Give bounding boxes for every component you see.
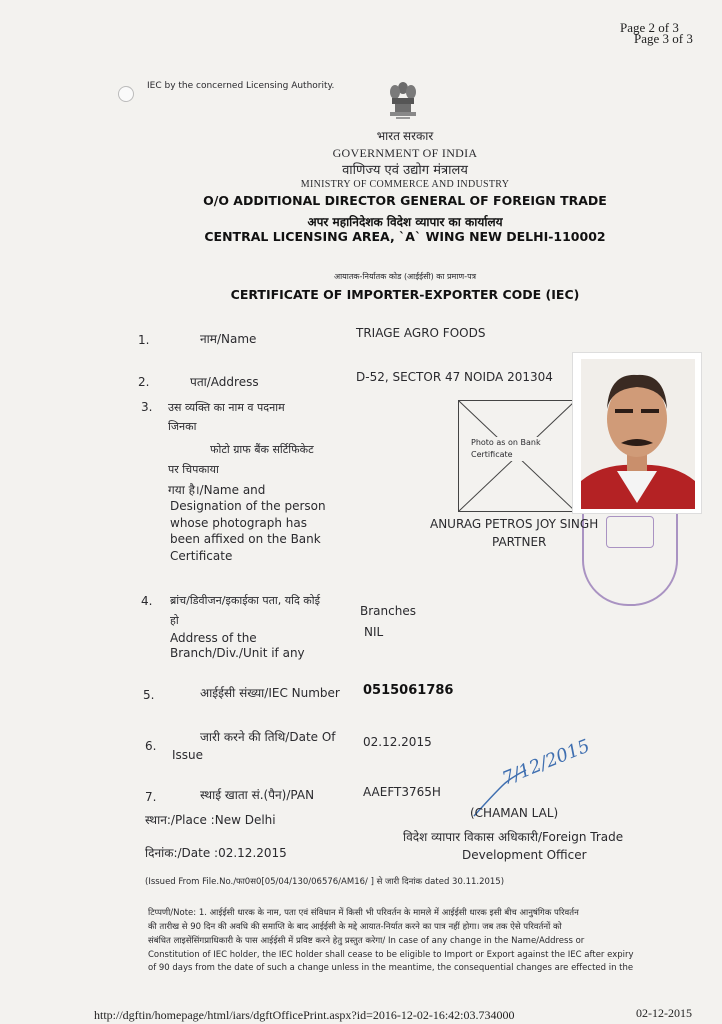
designation-label-line: Designation of the person — [170, 499, 326, 513]
date: दिनांक:/Date :02.12.2015 — [145, 846, 287, 860]
iec-number-label: आईईसी संख्या/IEC Number — [200, 686, 340, 700]
item-number: 7. — [145, 790, 157, 804]
print-date: 02-12-2015 — [636, 1006, 692, 1020]
government-title: GOVERNMENT OF INDIA — [332, 146, 478, 160]
designation-label-line: गया है।/Name and — [168, 483, 266, 497]
pan-value: AAEFT3765H — [363, 785, 441, 799]
designation-label-line: उस व्यक्ति का नाम व पदनाम — [168, 401, 285, 414]
place: स्थान:/Place :New Delhi — [145, 813, 276, 827]
hindi-office: अपर महानिदेशक विदेश व्यापार का कार्यालय — [307, 215, 503, 229]
note-line: Constitution of IEC holder, the IEC holder shall cease to be eligible to Import or Export against the IEC after expiry — [148, 950, 634, 960]
name-label: नाम/Name — [200, 332, 257, 346]
officer-title: विदेश व्यापार विकास अधिकारी/Foreign Trade — [403, 830, 624, 844]
office-title: O/O ADDITIONAL DIRECTOR GENERAL OF FOREIGN TRADE — [203, 193, 607, 208]
issue-date-value: 02.12.2015 — [363, 735, 432, 749]
address-label: पता/Address — [190, 375, 259, 389]
item-number: 6. — [145, 739, 157, 753]
photo-placeholder-box — [458, 400, 576, 512]
branches-label: Branches — [360, 604, 416, 618]
national-emblem-icon — [386, 80, 420, 122]
person-designation: PARTNER — [492, 535, 547, 549]
punch-hole — [118, 86, 134, 102]
branch-label-line: Branch/Div./Unit if any — [170, 646, 305, 660]
note-line: टिप्पणी/Note: 1. आईईसी धारक के नाम, पता एवं संविधान में किसी भी परिवर्तन के मामले में आईईसी धारक इसी बीच आनुषंगिक परिवर्तन — [148, 908, 579, 918]
page-number-overlay: Page 3 of 3 — [634, 31, 693, 46]
designation-label-line: been affixed on the Bank — [170, 532, 321, 546]
licensing-area: CENTRAL LICENSING AREA, `A` WING NEW DELHI-110002 — [204, 229, 606, 244]
hindi-certificate-title: आयातक-निर्यातक कोड (आईईसी) का प्रमाण-पत्र — [333, 272, 477, 281]
branch-label-line: ब्रांच/डिवीजन/इकाईका पता, यदि कोई — [170, 594, 321, 607]
pan-label: स्थाई खाता सं.(पैन)/PAN — [200, 788, 315, 802]
page-number: Page 2 of 3 — [620, 20, 679, 35]
issue-date-label-cont: Issue — [172, 748, 204, 762]
applicant-photograph — [572, 352, 702, 514]
note-line: of 90 days from the date of such a change unless in the meantime, the consequential changes are effected in the — [148, 963, 634, 973]
ministry-title: MINISTRY OF COMMERCE AND INDUSTRY — [300, 179, 510, 190]
officer-name: (CHAMAN LAL) — [470, 806, 559, 820]
item-number: 3. — [141, 400, 153, 414]
note-line: संबंधित लाइसेंसिंगप्राधिकारी के पास आईईसी में प्रविष्ट करने हेतु प्रस्तुत करेगा/ In case of any change in the Name/Address or — [148, 936, 585, 946]
photo-placeholder-text: Photo as on Bank Certificate — [471, 438, 541, 459]
note-line: की तारीख से 90 दिन की अवधि की समाप्ति के बाद आईईसी के मद्दे आयात-निर्यात करने का पात्र नहीं होगा। जब तक ऐसे परिवर्तनों को — [148, 922, 562, 932]
top-note: IEC by the concerned Licensing Authority. — [147, 81, 335, 91]
designation-label-line: Certificate — [170, 549, 233, 563]
branch-label-line: हो — [170, 614, 179, 627]
designation-label-line: जिनका — [168, 420, 197, 433]
item-number: 5. — [143, 688, 155, 702]
item-number: 4. — [141, 594, 153, 608]
hindi-government: भारत सरकार — [376, 129, 434, 143]
officer-title-cont: Development Officer — [462, 848, 587, 862]
iec-number-value: 0515061786 — [363, 683, 454, 698]
item-number: 2. — [138, 375, 150, 389]
branches-value: NIL — [364, 625, 384, 639]
designation-label-line: पर चिपकाया — [168, 463, 219, 476]
issue-date-label: जारी करने की तिथि/Date Of — [200, 730, 336, 744]
name-value: TRIAGE AGRO FOODS — [356, 326, 486, 340]
branch-label-line: Address of the — [170, 631, 257, 645]
designation-label-line: whose photograph has — [170, 516, 307, 530]
item-number: 1. — [138, 333, 150, 347]
address-value: D-52, SECTOR 47 NOIDA 201304 — [356, 370, 553, 384]
issued-from-note: (Issued From File.No./फा0स0[05/04/130/06576/AM16/ ] से जारी दिनांक dated 30.11.2015) — [145, 877, 505, 887]
person-name: ANURAG PETROS JOY SINGH — [430, 517, 599, 531]
handwritten-signature: 7/12/2015 — [499, 735, 593, 790]
print-url: http://dgftin/homepage/html/iars/dgftOfficePrint.aspx?id=2016-12-02-16:42:03.734000 — [94, 1008, 515, 1022]
hindi-ministry: वाणिज्य एवं उद्योग मंत्रालय — [342, 163, 468, 178]
certificate-title: CERTIFICATE OF IMPORTER-EXPORTER CODE (IEC) — [230, 287, 580, 302]
designation-label-line: फोटो ग्राफ बैंक सर्टिफिकेट — [210, 443, 314, 456]
